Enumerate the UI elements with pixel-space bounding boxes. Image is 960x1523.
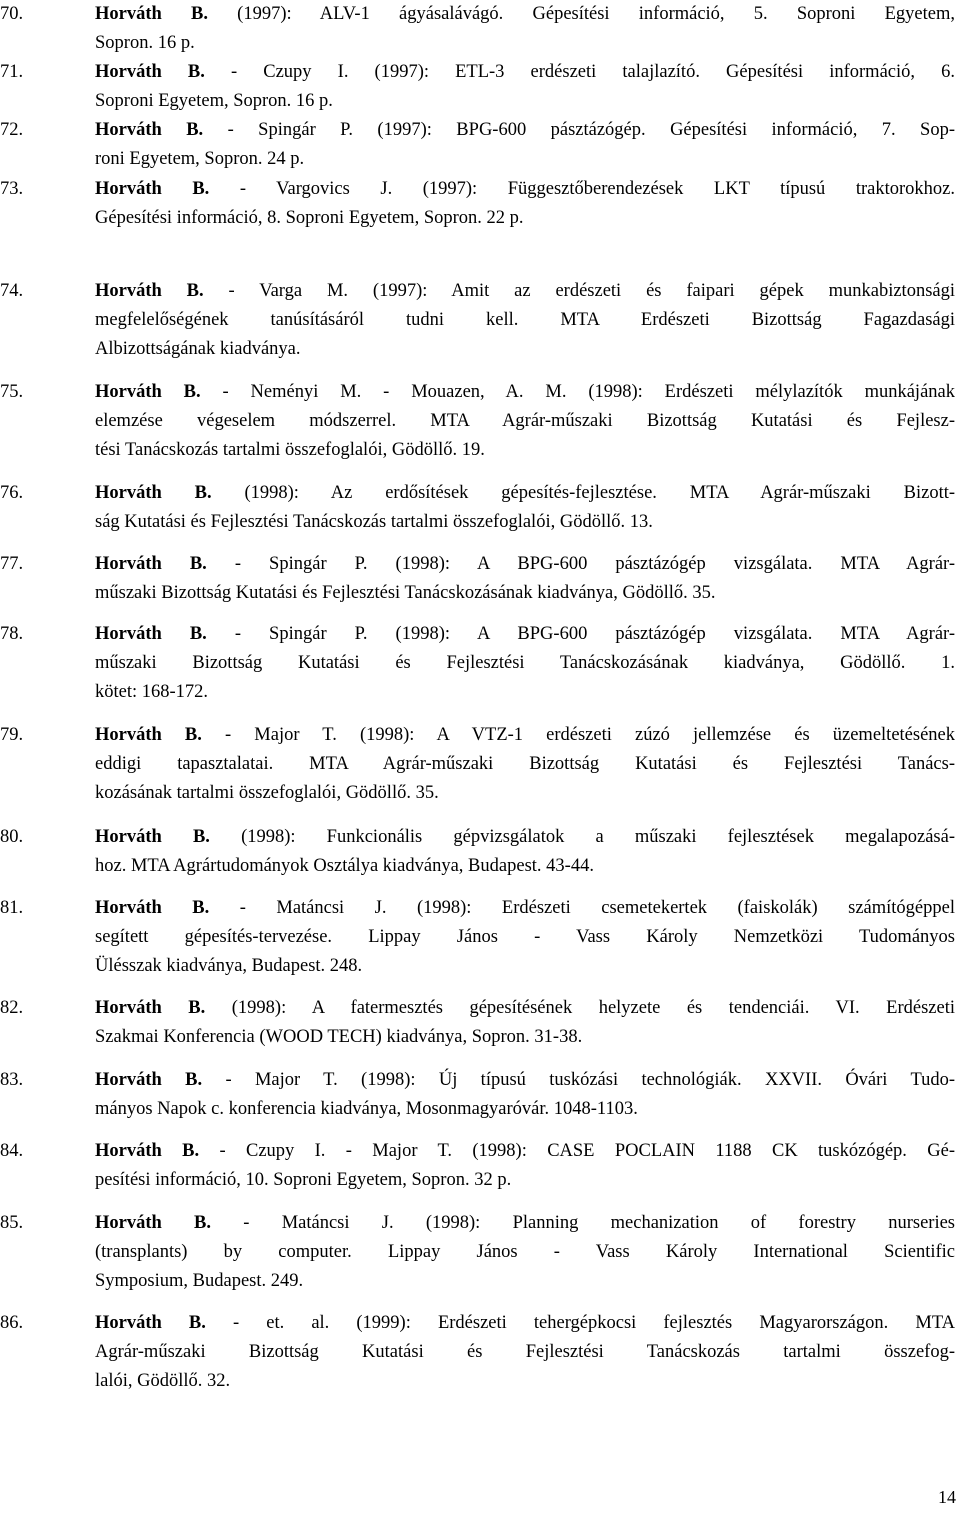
reference-number: 85. [0,1213,24,1233]
reference-citation: - Spingár P. (1997): BPG-600 pásztázógép. Gépesítési információ, 7. Sop- [203,120,955,140]
reference-citation: - Czupy I. - Major T. (1998): CASE POCLAIN 1188 CK tuskózógép. Gé- [199,1141,955,1161]
reference-line: elemzése végeselem módszerrel. MTA Agrár-műszaki Bizottság Kutatási és Fejlesz- [95,411,955,431]
reference-author: Horváth B. [95,1070,203,1090]
reference-citation: (1998): A fatermesztés gépesítésének helyzete és tendenciái. VI. Erdészeti [205,998,955,1018]
reference-author: Horváth B. [95,998,206,1018]
reference-line: Sopron. 16 p. [95,33,195,53]
reference-author: Horváth B. [95,1313,206,1333]
reference-number: 73. [0,179,24,199]
reference-number: 84. [0,1141,24,1161]
reference-text [95,823,955,881]
reference-line [95,1137,955,1166]
reference-line [95,620,955,649]
reference-author: Horváth B. [95,4,208,24]
reference-number: 71. [0,62,24,82]
reference-number: 78. [0,624,24,644]
reference-line [95,994,955,1023]
reference-number: 70. [0,4,24,24]
reference-citation: - Czupy I. (1997): ETL-3 erdészeti talajlazító. Gépesítési információ, 6. [204,62,955,82]
reference-text [95,378,955,465]
reference-author: Horváth B. [95,725,202,745]
reference-line: Ülésszak kiadványa, Budapest. 248. [95,956,363,976]
reference-author: Horváth B. [95,483,212,503]
reference-citation: - Neményi M. - Mouazen, A. M. (1998): Erdészeti mélylazítók munkájának [200,382,955,402]
reference-number: 82. [0,998,24,1018]
reference-text [95,894,955,981]
reference-number: 74. [0,281,24,301]
reference-text [95,0,955,58]
reference-citation: (1997): ALV-1 ágyásalávágó. Gépesítési információ, 5. Soproni Egyetem, [207,4,955,24]
reference-line [95,1209,955,1238]
reference-line [95,550,955,579]
reference-number: 83. [0,1070,24,1090]
reference-author: Horváth B. [95,179,210,199]
reference-author: Horváth B. [95,62,205,82]
reference-line: pesítési információ, 10. Soproni Egyetem, Sopron. 32 p. [95,1170,512,1190]
reference-line: műszaki Bizottság Kutatási és Fejlesztési Tanácskozásának kiadványa, Gödöllő. 1. [95,653,955,673]
reference-number: 86. [0,1313,24,1333]
reference-text [95,1209,955,1296]
reference-line [95,1066,955,1095]
reference-number: 80. [0,827,24,847]
reference-line [95,58,955,87]
reference-citation: - Spingár P. (1998): A BPG-600 pásztázógép vizsgálata. MTA Agrár- [206,554,955,574]
reference-line [95,277,955,306]
reference-line [95,823,955,852]
reference-author: Horváth B. [95,624,207,644]
reference-citation: - Varga M. (1997): Amit az erdészeti és faipari gépek munkabiztonsági [203,281,955,301]
reference-citation: - et. al. (1999): Erdészeti tehergépkocsi fejlesztés Magyarországon. MTA [205,1313,955,1333]
reference-line: megfelelőségének tanúsításáról tudni kell. MTA Erdészeti Bizottság Fagazdasági [95,310,955,330]
reference-number: 75. [0,382,24,402]
reference-citation: - Major T. (1998): Új típusú tuskózási technológiák. XXVII. Óvári Tudo- [202,1070,955,1090]
reference-citation: - Matáncsi J. (1998): Erdészeti csemetekertek (faiskolák) számítógéppel [209,898,955,918]
reference-line [95,894,955,923]
reference-citation: - Matáncsi J. (1998): Planning mechanization of forestry nurseries [211,1213,955,1233]
reference-line: segített gépesítés-tervezése. Lippay János - Vass Károly Nemzetközi Tudományos [95,927,955,947]
reference-number: 79. [0,725,24,745]
reference-line: ság Kutatási és Fejlesztési Tanácskozás tartalmi összefoglalói, Gödöllő. 13. [95,512,653,532]
reference-author: Horváth B. [95,382,201,402]
reference-author: Horváth B. [95,1213,212,1233]
reference-line: tési Tanácskozás tartalmi összefoglalói, Gödöllő. 19. [95,440,485,460]
reference-line: mányos Napok c. konferencia kiadványa, Mosonmagyaróvár. 1048-1103. [95,1099,638,1119]
reference-number: 77. [0,554,24,574]
reference-line [95,116,955,145]
reference-line [95,1309,955,1338]
reference-text [95,1309,955,1396]
reference-text [95,479,955,537]
reference-citation: (1998): Funkcionális gépvizsgálatok a műszaki fejlesztések megalapozásá- [209,827,955,847]
reference-line [95,378,955,407]
reference-line: hoz. MTA Agrártudományok Osztálya kiadványa, Budapest. 43-44. [95,856,594,876]
reference-author: Horváth B. [95,281,204,301]
reference-line [95,721,955,750]
reference-line: Agrár-műszaki Bizottság Kutatási és Fejlesztési Tanácskozás tartalmi összefog- [95,1342,955,1362]
reference-text [95,277,955,364]
reference-line: Gépesítési információ, 8. Soproni Egyetem, Sopron. 22 p. [95,208,524,228]
reference-line [95,175,955,204]
reference-text [95,175,955,233]
page-number: 14 [938,1487,956,1507]
reference-author: Horváth B. [95,827,210,847]
reference-line: roni Egyetem, Sopron. 24 p. [95,149,305,169]
reference-line: műszaki Bizottság Kutatási és Fejlesztési Tanácskozásának kiadványa, Gödöllő. 35. [95,583,716,603]
reference-number: 76. [0,483,24,503]
reference-line: lalói, Gödöllő. 32. [95,1371,231,1391]
reference-citation: - Vargovics J. (1997): Függesztőberendezések LKT típusú traktorokhoz. [209,179,955,199]
reference-author: Horváth B. [95,1141,200,1161]
reference-number: 72. [0,120,24,140]
reference-text [95,58,955,116]
reference-citation: - Spingár P. (1998): A BPG-600 pásztázógép vizsgálata. MTA Agrár- [206,624,955,644]
reference-line: kozásának tartalmi összefoglalói, Gödöllő. 35. [95,783,439,803]
reference-author: Horváth B. [95,554,207,574]
reference-number: 81. [0,898,24,918]
reference-text [95,1137,955,1195]
reference-line [95,479,955,508]
reference-line: Symposium, Budapest. 249. [95,1271,304,1291]
reference-line: Szakmai Konferencia (WOOD TECH) kiadványa, Sopron. 31-38. [95,1027,583,1047]
reference-line: Albizottságának kiadványa. [95,339,301,359]
reference-author: Horváth B. [95,898,210,918]
reference-text [95,721,955,808]
reference-line [95,0,955,29]
reference-line: Soproni Egyetem, Sopron. 16 p. [95,91,333,111]
reference-text [95,550,955,608]
reference-text [95,116,955,174]
reference-citation: (1998): Az erdősítések gépesítés-fejlesztése. MTA Agrár-műszaki Bizott- [211,483,955,503]
reference-author: Horváth B. [95,120,204,140]
reference-line: (transplants) by computer. Lippay János - Vass Károly International Scientific [95,1242,955,1262]
reference-citation: - Major T. (1998): A VTZ-1 erdészeti zúzó jellemzése és üzemeltetésének [201,725,955,745]
reference-text [95,620,955,707]
reference-text [95,994,955,1052]
reference-line: eddigi tapasztalatai. MTA Agrár-műszaki Bizottság Kutatási és Fejlesztési Tanács- [95,754,955,774]
reference-text [95,1066,955,1124]
reference-line: kötet: 168-172. [95,682,209,702]
